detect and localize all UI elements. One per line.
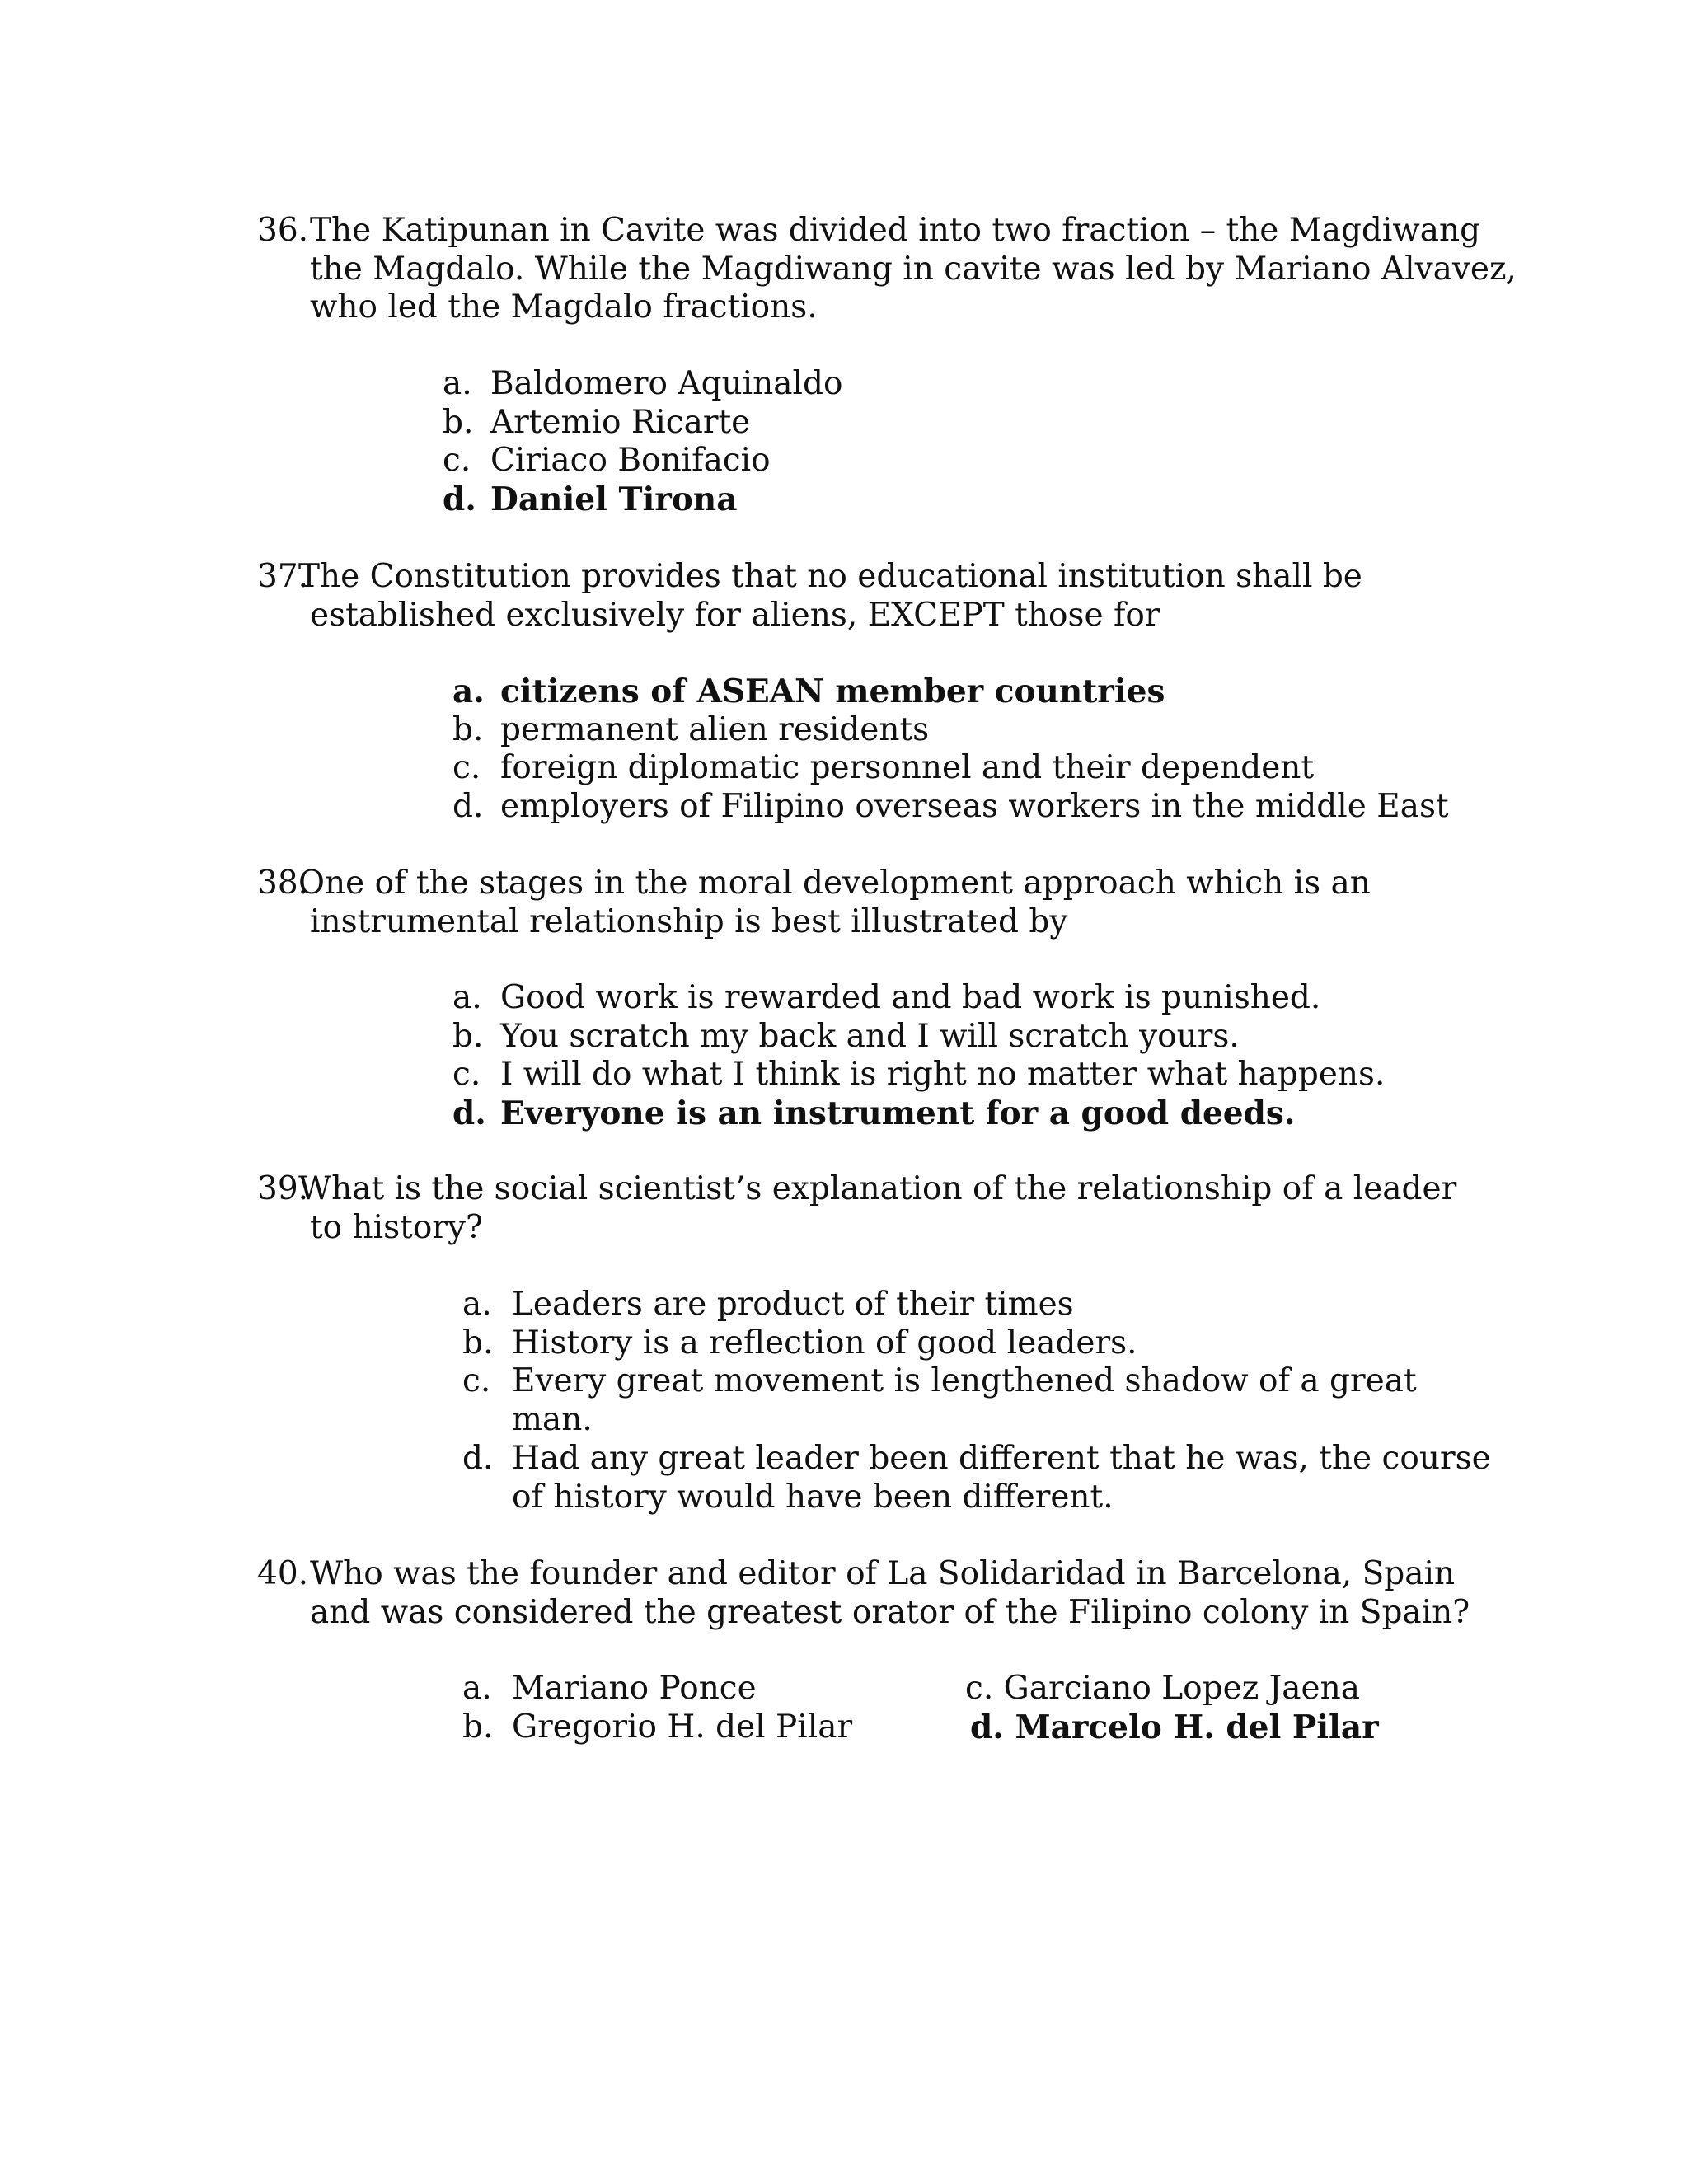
question-number: 38. [257, 865, 309, 902]
option-letter: a. [462, 1670, 492, 1707]
option-text: permanent alien residents [500, 710, 930, 748]
option-letter: b. [462, 1708, 494, 1746]
option-text: Had any great leader been different that he was, the course [512, 1439, 1491, 1477]
options-38 [452, 979, 1385, 1133]
option-text: foreign diplomatic personnel and their dependent [500, 749, 1315, 787]
option-text: You scratch my back and I will scratch yours. [500, 1017, 1240, 1055]
option-a [462, 1286, 1491, 1324]
option-text: Every great movement is lengthened shadow of a great [512, 1362, 1417, 1400]
options-36 [443, 365, 842, 519]
option-letter: b. [443, 403, 474, 441]
question-line: and was considered the greatest orator of the Filipino colony in Spain? [310, 1593, 1470, 1631]
option-letter: a. [452, 673, 485, 710]
option-a-correct [452, 673, 1449, 711]
option-text: Mariano Ponce [512, 1670, 757, 1707]
option-d [462, 1440, 1491, 1516]
question-line: to history? [310, 1208, 483, 1246]
option-b [452, 711, 1449, 750]
option-c [452, 749, 1449, 788]
options-40 [462, 1670, 1451, 1752]
option-b [443, 404, 842, 443]
option-a [462, 1670, 757, 1708]
option-text: History is a reflection of good leaders. [512, 1324, 1137, 1361]
question-37 [257, 558, 1510, 635]
question-line: the Magdalo. While the Magdiwang in cavite was led by Mariano Alvavez, [310, 250, 1517, 288]
question-39 [257, 1170, 1510, 1247]
option-text: Artemio Ricarte [490, 403, 751, 441]
option-c [462, 1362, 1491, 1439]
option-text: Baldomero Aquinaldo [490, 365, 843, 402]
question-line: who led the Magdalo fractions. [310, 288, 818, 326]
question-stem [257, 1170, 1510, 1247]
option-letter: b. [452, 710, 484, 748]
question-number: 36. [257, 212, 309, 249]
option-d [452, 788, 1449, 827]
option-letter: a. [452, 979, 482, 1016]
question-stem [257, 865, 1510, 941]
option-letter: a. [443, 365, 472, 402]
question-line: The Katipunan in Cavite was divided into two fraction – the Magdiwang [310, 212, 1481, 249]
option-text: Marcelo H. del Pilar [1015, 1708, 1379, 1746]
option-letter: c. [452, 749, 481, 787]
option-a [443, 365, 842, 404]
option-letter: b. [462, 1324, 494, 1361]
option-letter: c. [462, 1362, 491, 1400]
options-37 [452, 673, 1449, 827]
question-line: Who was the founder and editor of La Solidaridad in Barcelona, Spain [310, 1555, 1456, 1592]
option-c [452, 1056, 1385, 1094]
option-text: Good work is rewarded and bad work is punished. [500, 979, 1321, 1016]
option-text: Ciriaco Bonifacio [490, 442, 771, 480]
options-39 [462, 1286, 1491, 1516]
option-c [443, 442, 842, 480]
option-letter: d. [452, 1094, 486, 1133]
question-line: established exclusively for aliens, EXCEPT those for [310, 596, 1160, 634]
option-b [452, 1018, 1385, 1057]
option-text: Daniel Tirona [490, 480, 738, 519]
question-line: The Constitution provides that no educational institution shall be [298, 558, 1362, 595]
option-letter: d. [970, 1708, 1004, 1746]
option-text: citizens of ASEAN member countries [500, 673, 1165, 710]
question-38 [257, 865, 1510, 941]
question-number: 37. [257, 558, 309, 595]
option-text: Leaders are product of their times [512, 1286, 1074, 1323]
option-text: Gregorio H. del Pilar [512, 1708, 853, 1746]
option-text: employers of Filipino overseas workers in the middle East [500, 788, 1449, 826]
option-letter: d. [462, 1439, 494, 1477]
question-line: instrumental relationship is best illustrated by [310, 902, 1068, 940]
option-letter: c. [443, 442, 471, 480]
question-number: 39. [257, 1170, 309, 1207]
question-stem [257, 1555, 1510, 1632]
option-letter: d. [452, 788, 484, 826]
question-line: One of the stages in the moral development approach which is an [298, 865, 1371, 902]
question-line: What is the social scientist’s explanation of the relationship of a leader [298, 1170, 1457, 1207]
option-text-continued: of history would have been different. [512, 1478, 1114, 1516]
option-b [462, 1708, 853, 1747]
question-40 [257, 1555, 1510, 1632]
question-stem [257, 212, 1517, 327]
option-text: Everyone is an instrument for a good deeds. [500, 1094, 1296, 1133]
question-number: 40. [257, 1555, 309, 1592]
option-b [462, 1324, 1491, 1363]
option-letter: b. [452, 1017, 484, 1055]
option-c [965, 1670, 1360, 1708]
option-d-correct [452, 1094, 1385, 1133]
option-a [452, 979, 1385, 1018]
question-stem [257, 558, 1510, 635]
option-text: Garciano Lopez Jaena [1003, 1670, 1360, 1707]
option-letter: d. [443, 480, 476, 519]
option-text: I will do what I think is right no matter what happens. [500, 1056, 1386, 1094]
option-text-continued: man. [512, 1401, 593, 1439]
option-letter: c. [452, 1056, 481, 1094]
question-36 [257, 212, 1517, 327]
option-d-correct [443, 480, 842, 519]
option-letter: c. [965, 1670, 994, 1707]
option-d-correct [970, 1708, 1379, 1747]
option-letter: a. [462, 1286, 492, 1323]
